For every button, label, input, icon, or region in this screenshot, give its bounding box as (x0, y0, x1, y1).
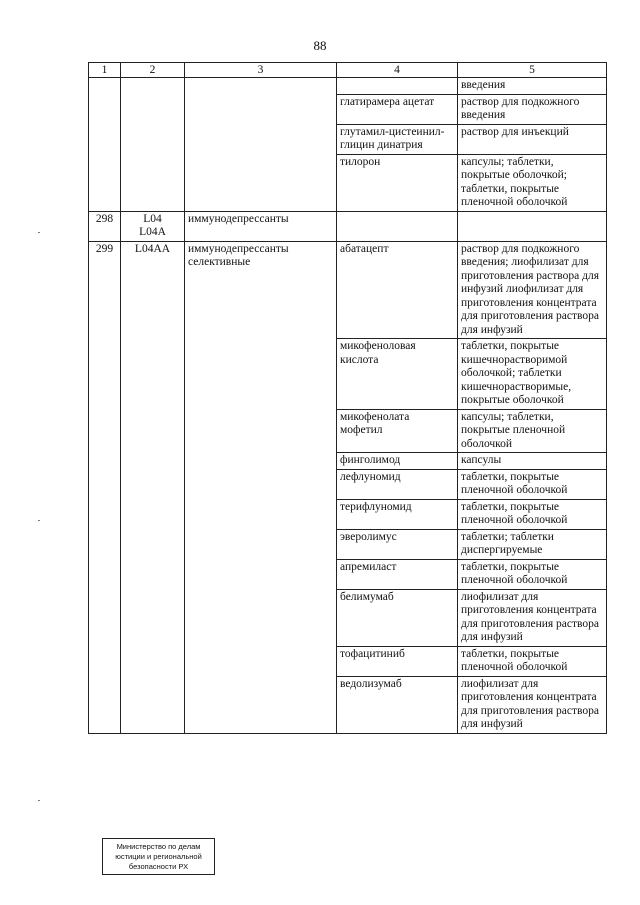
drug-table (88, 62, 607, 734)
dosage-form-cell: таблетки, покрытые пленочной оболочкой (458, 469, 607, 499)
dosage-form-cell: лиофилизат для приготовления концентрата для приготовления раствора для инфузий (458, 676, 607, 733)
dosage-form-cell: введения (458, 78, 607, 95)
dosage-form-cell: раствор для подкожного введения (458, 94, 607, 124)
group-cell: иммунодепрессанты селективные (185, 241, 337, 733)
dosage-form-cell: лиофилизат для приготовления концентрата для приготовления раствора для инфузий (458, 589, 607, 646)
dosage-form-cell: капсулы (458, 453, 607, 470)
dosage-form-cell: капсулы; таблетки, покрытые пленочной оболочкой (458, 409, 607, 453)
header-col-1: 1 (89, 63, 121, 78)
atc-code-cell: L04AA (121, 241, 185, 733)
stamp-line: безопасности РХ (128, 862, 189, 871)
page-number: 88 (313, 38, 327, 53)
header-row (89, 63, 607, 78)
dosage-form-cell: таблетки, покрытые пленочной оболочкой (458, 559, 607, 589)
dosage-form-cell: таблетки, покрытые кишечнорастворимой оболочкой; таблетки кишечнорастворимые, покрытые оболочкой (458, 339, 607, 410)
drug-name-cell: финголимод (337, 453, 458, 470)
drug-name-cell: апремиласт (337, 559, 458, 589)
drug-name-cell: микофеноловая кислота (337, 339, 458, 410)
drug-name-cell: абатацепт (337, 241, 458, 339)
row-number-cell: 298 (89, 211, 121, 241)
drug-name-cell: ведолизумаб (337, 676, 458, 733)
group-cell (185, 78, 337, 212)
drug-name-cell: тилорон (337, 154, 458, 211)
dosage-form-cell: раствор для инъекций (458, 124, 607, 154)
atc-code-cell: L04 L04A (121, 211, 185, 241)
header-col-2: 2 (121, 63, 185, 78)
stamp-line: юстиции и региональной (115, 852, 202, 861)
table-row (89, 241, 607, 339)
atc-code-cell (121, 78, 185, 212)
drug-name-cell: терифлуномид (337, 499, 458, 529)
drug-name-cell (337, 78, 458, 95)
drug-name-cell: глутамил-цистеинил-глицин динатрия (337, 124, 458, 154)
drug-name-cell: эверолимус (337, 529, 458, 559)
stamp-line: Министерство по делам (116, 842, 201, 851)
dosage-form-cell: таблетки; таблетки диспергируемые (458, 529, 607, 559)
dosage-form-cell: таблетки, покрытые пленочной оболочкой (458, 499, 607, 529)
dosage-form-cell (458, 211, 607, 241)
ministry-stamp (102, 838, 215, 875)
row-number-cell: 299 (89, 241, 121, 733)
row-number-cell (89, 78, 121, 212)
dosage-form-cell: таблетки, покрытые пленочной оболочкой (458, 646, 607, 676)
group-cell: иммунодепрессанты (185, 211, 337, 241)
scan-mark (38, 800, 40, 801)
drug-name-cell (337, 211, 458, 241)
scan-mark (38, 232, 40, 233)
dosage-form-cell: раствор для подкожного введения; лиофилизат для приготовления раствора для инфузий лиофилизат для приготовления концентрата для приготовления раствора для инфузий (458, 241, 607, 339)
header-col-4: 4 (337, 63, 458, 78)
table-row (89, 211, 607, 241)
drug-name-cell: микофенолата мофетил (337, 409, 458, 453)
drug-name-cell: тофацитиниб (337, 646, 458, 676)
drug-name-cell: лефлуномид (337, 469, 458, 499)
drug-name-cell: глатирамера ацетат (337, 94, 458, 124)
table-row (89, 78, 607, 95)
header-col-3: 3 (185, 63, 337, 78)
scan-mark (38, 520, 40, 521)
header-col-5: 5 (458, 63, 607, 78)
drug-name-cell: белимумаб (337, 589, 458, 646)
dosage-form-cell: капсулы; таблетки, покрытые оболочкой; таблетки, покрытые пленочной оболочкой (458, 154, 607, 211)
